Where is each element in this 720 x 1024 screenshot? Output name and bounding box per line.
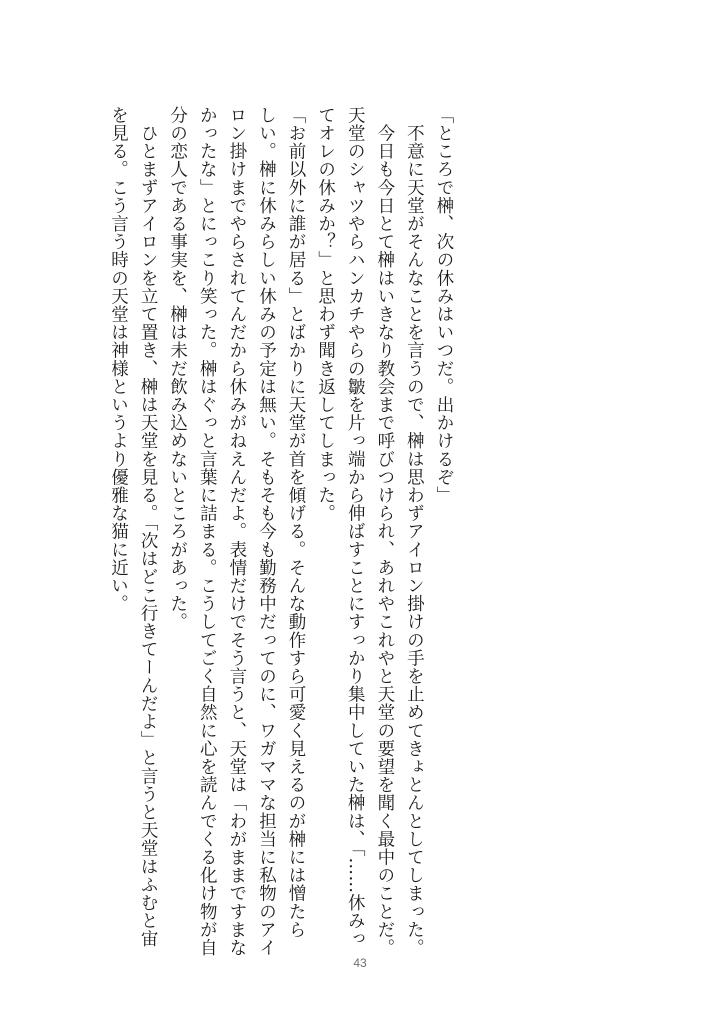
text-line: 「お前以外に誰が居る」とばかりに天堂が首を傾げる。そんな動作すら可愛く見えるのが榊には憎たら	[286, 106, 307, 939]
text-line: しい。榊に休みらしい休みの予定は無い。そもそも今も勤務中だってのに、ワガママな担当に私物のアイ	[256, 106, 277, 957]
text-line: を見る。こう言う時の天堂は神様というより優雅な猫に近い。	[108, 106, 129, 613]
text-line: ひとまずアイロンを立て置き、榊は天堂を見る。「次はどこ行きてーんだよ」と言うと天堂はふむと宙	[138, 106, 159, 948]
text-line: 今日も今日とて榊はいきなり教会まで呼びつけられ、あれやこれやと天堂の要望を聞く最中のことだ。	[374, 106, 395, 957]
text-line: かったな」とにっこり笑った。榊はぐっと言葉に詰まる。こうしてごく自然に心を読んでくる化け物が自	[197, 106, 218, 957]
text-line: 不意に天堂がそんなことを言うので、榊は思わずアイロン掛けの手を止めてきょとんとしてしまった。	[404, 106, 425, 957]
text-line: 分の恋人である事実を、榊は未だ飲み込めないところがあった。	[167, 106, 188, 631]
vertical-text-body	[103, 106, 458, 957]
text-line: 天堂のシャツやらハンカチやらの皺を片っ端から伸ばすことにすっかり集中していた榊は、「……休みっ	[345, 106, 366, 948]
text-line: 「ところで榊、次の休みはいつだ。出かけるぞ」	[434, 106, 454, 505]
text-line: てオレの休みか？」と思わず聞き返してしまった。	[315, 106, 336, 523]
text-line: ロン掛けまでやらされてんだから休みがねえんだよ。表情だけでそう言うと、天堂は「わがままですまな	[226, 106, 247, 957]
page-number: 43	[353, 956, 367, 970]
